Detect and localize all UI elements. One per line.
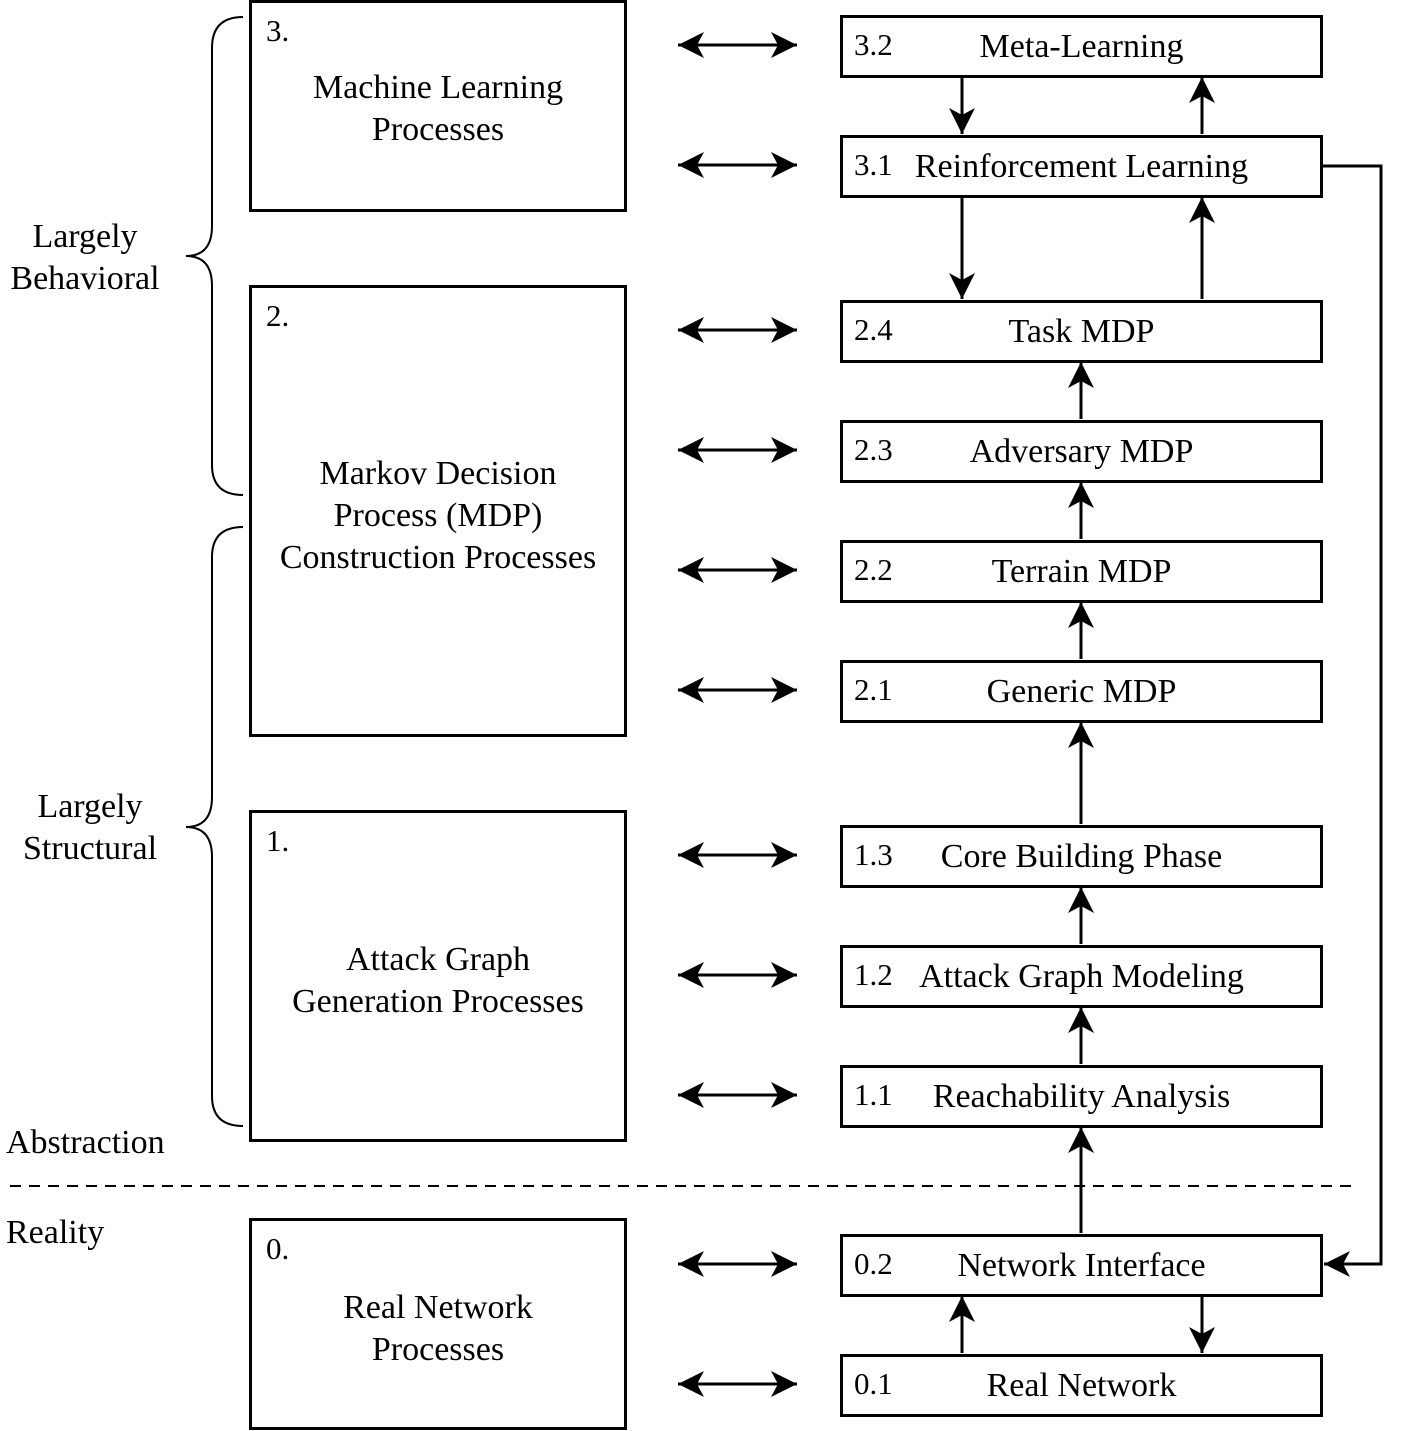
component-number: 0.2	[854, 1246, 893, 1281]
component-number: 1.1	[854, 1077, 893, 1112]
stage-number: 1.	[266, 823, 290, 858]
component-number: 2.2	[854, 552, 893, 587]
behavioral-brace	[186, 17, 243, 495]
component-number: 0.1	[854, 1366, 893, 1401]
component-core-building-phase	[840, 825, 1323, 888]
component-label: Real Network	[986, 1367, 1177, 1404]
component-adversary-mdp	[840, 420, 1323, 483]
component-label: Terrain MDP	[991, 553, 1172, 590]
stage-box-real-network	[249, 1218, 627, 1430]
component-label: Generic MDP	[986, 673, 1177, 710]
component-number: 1.2	[854, 957, 893, 992]
component-terrain-mdp	[840, 540, 1323, 603]
largely-behavioral-label: Largely Behavioral	[10, 218, 160, 297]
stage-label: Attack Graph Generation Processes	[292, 941, 584, 1020]
component-label: Reinforcement Learning	[914, 148, 1249, 185]
component-number: 3.2	[854, 27, 893, 62]
component-meta-learning	[840, 15, 1323, 78]
stage-number: 0.	[266, 1231, 290, 1266]
stage-label: Real Network Processes	[343, 1289, 533, 1368]
component-attack-graph-modeling	[840, 945, 1323, 1008]
component-number: 2.3	[854, 432, 893, 467]
stage-label: Machine Learning Processes	[312, 69, 564, 148]
component-label: Network Interface	[957, 1247, 1206, 1284]
largely-structural-label: Largely Structural	[22, 788, 158, 867]
stage-number: 3.	[266, 13, 290, 48]
component-generic-mdp	[840, 660, 1323, 723]
component-label: Meta-Learning	[979, 28, 1184, 65]
stage-box-attack-graph	[249, 810, 627, 1142]
component-label: Adversary MDP	[969, 433, 1194, 470]
mapping-arrows	[678, 45, 797, 1384]
stage-box-mdp-construction	[249, 285, 627, 737]
component-label: Core Building Phase	[940, 838, 1223, 875]
structural-brace	[186, 527, 243, 1126]
component-number: 2.4	[854, 312, 893, 347]
component-label: Reachability Analysis	[932, 1078, 1231, 1115]
rl-feedback-arrow	[1322, 166, 1381, 1264]
component-reachability-analysis	[840, 1065, 1323, 1128]
component-number: 1.3	[854, 837, 893, 872]
stage-label: Markov Decision Process (MDP) Construction Processes	[279, 455, 597, 576]
component-reinforcement-learning	[840, 135, 1323, 198]
stage-number: 2.	[266, 298, 290, 333]
component-label: Task MDP	[1008, 313, 1155, 350]
component-number: 3.1	[854, 147, 893, 182]
component-real-network	[840, 1354, 1323, 1417]
component-network-interface	[840, 1234, 1323, 1297]
abstraction-label: Abstraction	[6, 1124, 165, 1161]
component-label: Attack Graph Modeling	[919, 958, 1244, 995]
reality-label: Reality	[6, 1214, 105, 1251]
component-number: 2.1	[854, 672, 893, 707]
component-task-mdp	[840, 300, 1323, 363]
stage-box-machine-learning	[249, 0, 627, 212]
